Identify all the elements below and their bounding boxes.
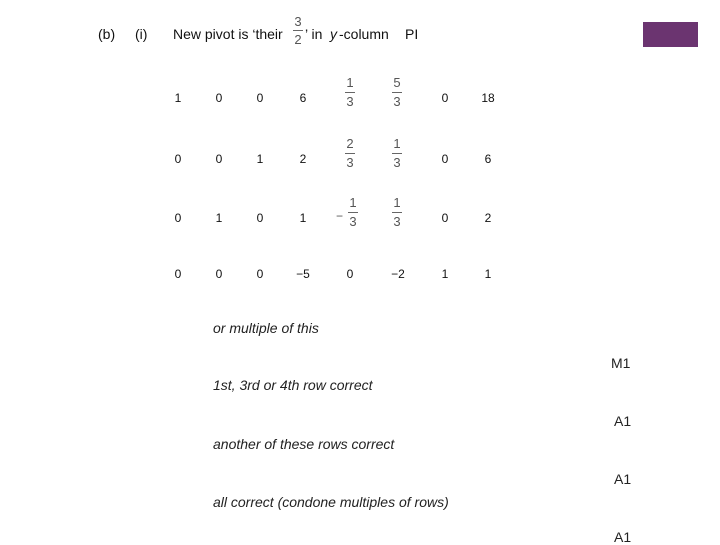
tableau-cell: 0 (441, 91, 449, 105)
tableau-fraction (338, 196, 368, 229)
pi-label: PI (405, 26, 419, 42)
note-row-correct: 1st, 3rd or 4th row correct (213, 377, 373, 393)
note-multiple: or multiple of this (213, 320, 319, 336)
tableau-cell: 1 (441, 267, 449, 281)
tableau-fraction (335, 137, 365, 170)
fraction-numerator: 5 (393, 75, 401, 90)
pivot-fraction-denominator: 2 (294, 32, 302, 47)
tableau-cell: 1 (215, 211, 223, 225)
tableau-cell: 0 (215, 267, 223, 281)
tableau-cell: 0 (215, 91, 223, 105)
fraction-numerator: 1 (349, 195, 357, 210)
tableau-cell: 1 (484, 267, 492, 281)
tableau-cell: 0 (215, 152, 223, 166)
tableau-fraction (382, 76, 412, 109)
mark-m1: M1 (611, 355, 631, 371)
accent-swatch (643, 22, 698, 47)
subpart-label: (i) (135, 26, 148, 42)
tableau-cell: 0 (174, 267, 182, 281)
fraction-bar (392, 153, 402, 154)
tableau-cell: 0 (174, 211, 182, 225)
fraction-bar (348, 212, 358, 213)
tableau-cell: −2 (391, 267, 405, 281)
note-another-row: another of these rows correct (213, 436, 395, 452)
tableau-cell: 1 (256, 152, 264, 166)
column-word: -column (339, 26, 389, 42)
mark-a1: A1 (614, 529, 632, 545)
tableau-cell: 0 (256, 211, 264, 225)
tableau-cell: 0 (256, 91, 264, 105)
fraction-denominator: 3 (346, 155, 354, 170)
tableau-cell: 0 (441, 211, 449, 225)
tableau-cell: 0 (346, 267, 354, 281)
fraction-bar (392, 92, 402, 93)
fraction-denominator: 3 (393, 214, 401, 229)
pivot-text-after: ’ in (305, 26, 323, 42)
tableau-cell: 0 (441, 152, 449, 166)
tableau-cell: 0 (174, 152, 182, 166)
mark-a1: A1 (614, 471, 632, 487)
fraction-numerator: 2 (346, 136, 354, 151)
fraction-bar (345, 92, 355, 93)
tableau-cell: 0 (256, 267, 264, 281)
part-label: (b) (98, 26, 116, 42)
tableau-fraction (335, 76, 365, 109)
tableau-cell: 18 (481, 91, 495, 105)
pivot-fraction (291, 15, 305, 46)
tableau-cell: 1 (174, 91, 182, 105)
fraction-sign: − (336, 209, 344, 223)
fraction-denominator: 3 (393, 155, 401, 170)
mark-a1: A1 (614, 413, 632, 429)
fraction-bar (345, 153, 355, 154)
note-all-correct: all correct (condone multiples of rows) (213, 494, 449, 510)
tableau-cell: 6 (484, 152, 492, 166)
y-variable: y (330, 26, 337, 42)
pivot-fraction-bar (293, 30, 303, 31)
fraction-numerator: 1 (393, 136, 401, 151)
fraction-denominator: 3 (393, 94, 401, 109)
tableau-cell: 1 (299, 211, 307, 225)
fraction-denominator: 3 (346, 94, 354, 109)
tableau-cell: 6 (299, 91, 307, 105)
fraction-numerator: 1 (346, 75, 354, 90)
fraction-numerator: 1 (393, 195, 401, 210)
pivot-text-before: New pivot is ‘their (173, 26, 283, 42)
tableau-fraction (382, 196, 412, 229)
tableau-cell: −5 (296, 267, 310, 281)
tableau-fraction (382, 137, 412, 170)
pivot-fraction-numerator: 3 (294, 14, 302, 29)
fraction-bar (392, 212, 402, 213)
tableau-cell: 2 (484, 211, 492, 225)
tableau-cell: 2 (299, 152, 307, 166)
fraction-denominator: 3 (349, 214, 357, 229)
